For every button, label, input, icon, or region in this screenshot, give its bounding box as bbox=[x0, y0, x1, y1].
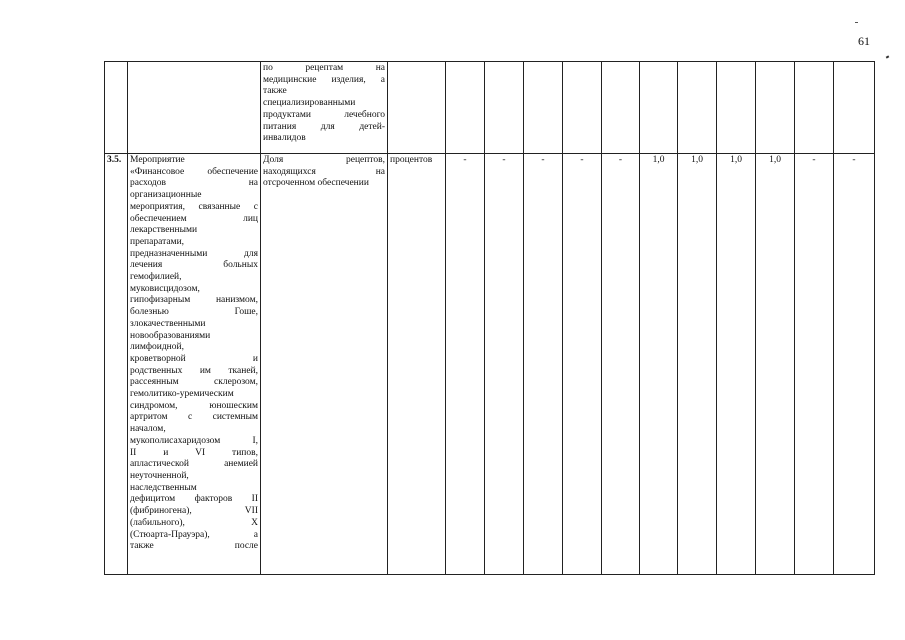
cell-indicator: по рецептам на медицинские изделия, а также специализированными продуктами лечебного питания для детей- инвалидов bbox=[261, 62, 388, 154]
page-number: 61 bbox=[858, 34, 870, 48]
cell-number bbox=[105, 62, 128, 154]
cell-value bbox=[640, 62, 678, 154]
cell-value bbox=[485, 62, 524, 154]
cell-event bbox=[128, 62, 261, 154]
table-row-3-5 bbox=[105, 154, 875, 575]
cell-value bbox=[834, 62, 875, 154]
table-row-continuation bbox=[105, 62, 875, 154]
cell-event: Мероприятие «Финансовое обеспечение расходов на организационные мероприятия, связанные с обеспечением лиц лекарственными препаратами, предназначенными для лечения больных гемофилией, муковисцидозом, гипофизарным нанизмом, болезнью Гоше, злокачественными новообразованиями лимфоидной, кроветворной и родственных им тканей, рассеянным склерозом, гемолитико-уремическим синдромом, юношеским артритом с системным началом, мукополисахаридозом I, II и VI типов, апластической анемией неуточненной, наследственным дефицитом факторов II (фибриногена), VII (лабильного), X (Стюарта-Прауэра), а также после bbox=[128, 154, 261, 575]
scan-speck bbox=[886, 55, 890, 58]
cell-value bbox=[795, 62, 834, 154]
cell-value: - bbox=[834, 154, 875, 575]
cell-unit: процентов bbox=[388, 154, 446, 575]
cell-value bbox=[717, 62, 756, 154]
cell-value: 1,0 bbox=[756, 154, 795, 575]
cell-value: - bbox=[446, 154, 485, 575]
cell-value: - bbox=[795, 154, 834, 575]
cell-value bbox=[678, 62, 717, 154]
cell-value: - bbox=[563, 154, 602, 575]
cell-indicator: Доля рецептов, находящихся на отсроченном обеспечении bbox=[261, 154, 388, 575]
cell-value bbox=[756, 62, 795, 154]
cell-value bbox=[524, 62, 563, 154]
cell-value: - bbox=[485, 154, 524, 575]
cell-value: - bbox=[524, 154, 563, 575]
cell-value bbox=[563, 62, 602, 154]
cell-number: 3.5. bbox=[105, 154, 128, 575]
indicators-table bbox=[104, 61, 875, 575]
cell-value bbox=[446, 62, 485, 154]
scan-speck bbox=[855, 22, 858, 23]
cell-value: 1,0 bbox=[678, 154, 717, 575]
cell-value: - bbox=[602, 154, 640, 575]
cell-unit bbox=[388, 62, 446, 154]
cell-value: 1,0 bbox=[640, 154, 678, 575]
cell-value bbox=[602, 62, 640, 154]
cell-value: 1,0 bbox=[717, 154, 756, 575]
